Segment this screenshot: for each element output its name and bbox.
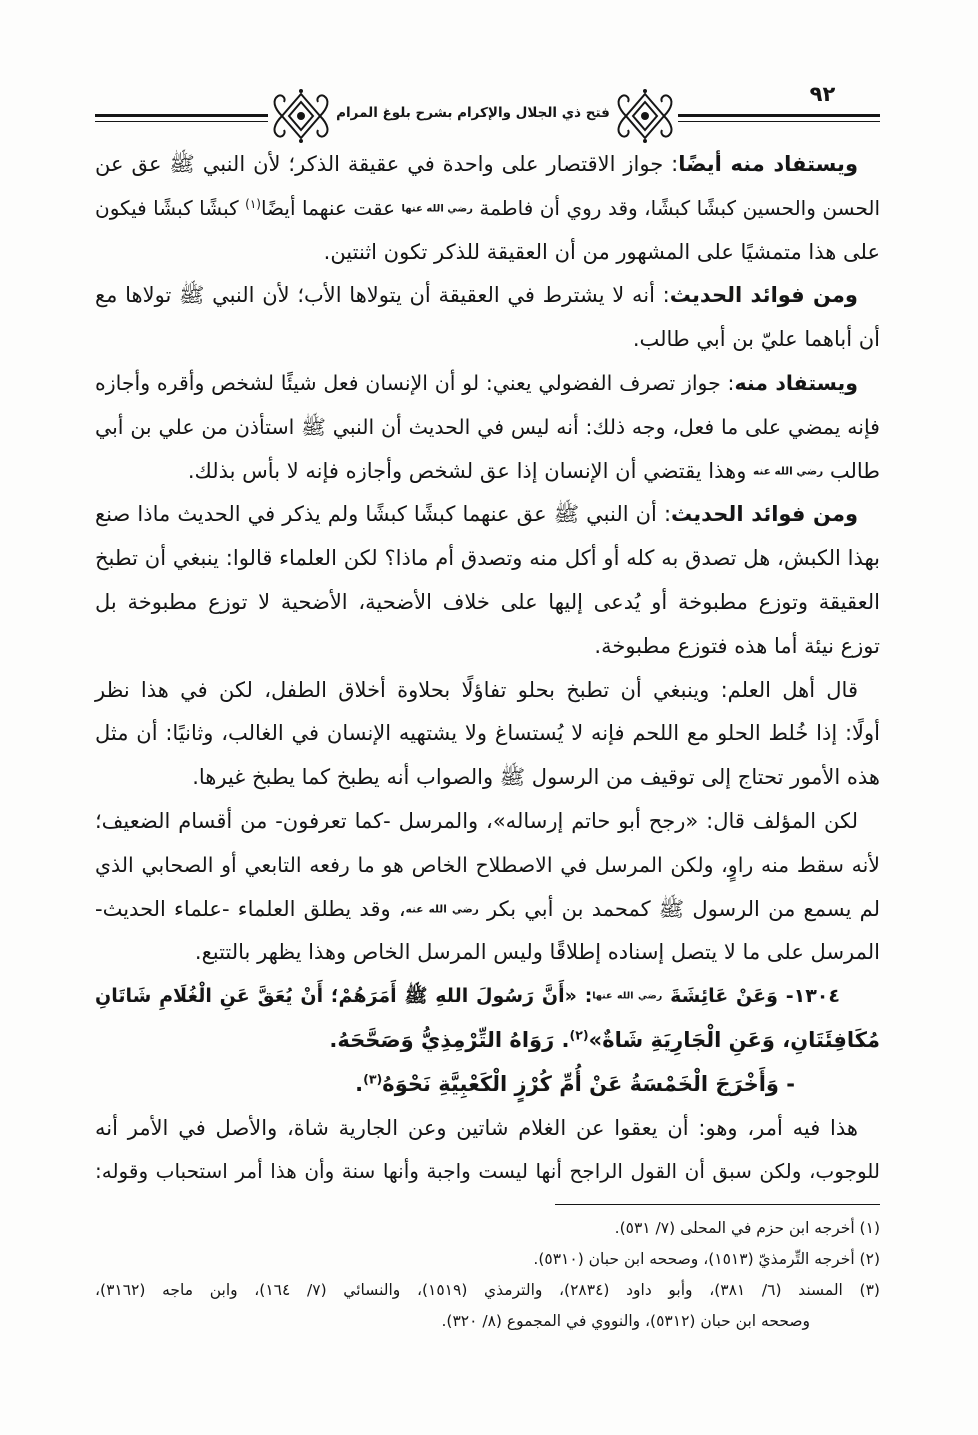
text-line <box>95 931 880 975</box>
text-run: طالب <box>823 458 880 483</box>
ornament-right-icon <box>612 88 678 144</box>
paragraph <box>95 669 880 800</box>
text-run: ، وقد يطلق العلماء -علماء الحديث- <box>95 896 406 921</box>
text-run: - وَأَخْرَجَ الْخَمْسَةُ عَنْ أُمِّ كُرْزٍ الْكَعْبِيَّةِ نَحْوَهُ <box>382 1071 795 1096</box>
text-run: العقيقة وتوزع مطبوخة أو يُدعى إليها على خلاف الأضحية، الأضحية لا توزع مطبوخة بل <box>95 589 880 614</box>
hadith-text <box>95 975 880 1063</box>
text-run: مُكَافِئَتَانِ، وَعَنِ الْجَارِيَةِ شَاةٌ» <box>588 1027 880 1052</box>
text-line <box>95 975 880 1019</box>
text-run: : جواز الاقتصار على واحدة في عقيقة الذكر؛ لأن النبي ﷺ عق عن <box>95 152 679 176</box>
text-line <box>95 712 880 756</box>
text-line <box>95 493 880 537</box>
text-line <box>95 187 880 231</box>
text-run: أن أباهما عليّ بن أبي طالب. <box>632 327 880 352</box>
footnote-line: (٣) المسند (٦/ ٣٨١)، وأبو داود (٢٨٣٤)، والترمذي (١٥١٩)، والنسائي (٧/ ١٦٤)، وابن ماجه (٣١٦٢)، <box>95 1281 880 1299</box>
footnote-ref: (٣) <box>363 1071 383 1087</box>
text-run: على هذا متمشيًا على المشهور من أن العقيقة للذكر تكون اثنتين. <box>323 239 880 264</box>
text-line <box>95 581 880 625</box>
footnote-separator <box>555 1204 880 1205</box>
main-text <box>95 143 880 1194</box>
footnote <box>95 1275 880 1337</box>
text-run: كبشًا كبشًا فيكون <box>95 195 246 220</box>
paragraph <box>95 143 880 274</box>
footnote <box>95 1244 880 1275</box>
text-line <box>95 362 880 406</box>
running-title-frame <box>268 86 678 146</box>
text-run: . رَوَاهُ التِّرْمِذِيُّ وَصَحَّحَهُ. <box>329 1027 570 1052</box>
text-run: بهذا الكبش، هل تصدق به كله أو أكل منه وتصدق أم ماذا؟ لكن العلماء قالوا: ينبغي أن تطبخ <box>95 546 880 571</box>
text-run: : أنه لا يشترط في العقيقة أن يتولاها الأب؛ لأن النبي ﷺ تولاها مع <box>95 283 670 308</box>
paragraph-lead: ومن فوائد الحديث <box>669 283 858 308</box>
running-title: فتح ذي الجلال والإكرام بشرح بلوغ المرام <box>336 105 610 121</box>
paragraph-lead: ويستفاد منه <box>734 370 858 395</box>
text-line <box>95 1150 880 1194</box>
text-run: قال أهل العلم: وينبغي أن تطبخ بحلو تفاؤلًا بحلاوة أخلاق الطفل، لكن في هذا نظر <box>95 677 858 702</box>
honorific: رضي الله عنها <box>401 203 473 215</box>
text-line <box>95 625 880 669</box>
text-run: لم يسمع من الرسول ﷺ كمحمد بن أبي بكر <box>478 896 881 921</box>
ornament-left-icon <box>268 88 334 144</box>
text-run: فإنه يمضي على ما فعل، وجه ذلك: أنه ليس في الحديث أن النبي ﷺ استأذن من علي بن أبي <box>95 414 880 439</box>
text-line <box>95 888 880 932</box>
footnote-line: (١) أخرجه ابن حزم في المحلى (٧/ ٥٣١). <box>614 1219 880 1237</box>
paragraph <box>95 800 880 975</box>
text-run: للوجوب، ولكن سبق أن القول الراجح أنها ليست واجبة وأنها سنة وأن هذا أمر استحباب وقوله: <box>95 1159 880 1184</box>
text-line <box>95 756 880 800</box>
paragraph <box>95 1107 880 1195</box>
text-run: : «أَنَّ رَسُولَ اللهِ ﷺ أَمَرَهُمْ؛ أَنْ يُعَقَّ عَنِ الْغُلَامِ شَاتَانِ <box>95 985 593 1008</box>
text-run: لكن المؤلف قال: «رجح أبو حاتم إرساله»، والمرسل -كما تعرفون- من أقسام الضعيف؛ <box>95 808 858 833</box>
text-line <box>95 844 880 888</box>
text-line <box>95 537 880 581</box>
footnote <box>95 1213 880 1244</box>
honorific: رضي الله عنها <box>592 990 663 1002</box>
text-line <box>95 800 880 844</box>
text-run: عقت عنهما أيضًا <box>260 195 402 220</box>
text-line <box>95 143 880 187</box>
text-line <box>95 1019 880 1063</box>
text-line <box>95 406 880 450</box>
text-run: هذا فيه أمر، وهو: أن يعقوا عن الغلام شاتين وعن الجارية شاة، والأصل في الأمر أنه <box>95 1115 858 1140</box>
paragraph <box>95 362 880 493</box>
text-run: أولًا: إذا خُلط الحلو مع اللحم فإنه لا يُستساغ ولا يشتهيه الإنسان في الغالب، وثانيًا: أن مثل <box>95 721 880 746</box>
footnote-ref: (١) <box>245 196 261 211</box>
text-run: : أن النبي ﷺ عق عنهما كبشًا كبشًا ولم يذكر في الحديث ماذا صنع <box>95 502 672 527</box>
footnote-line: وصححه ابن حبان (٥٣١٢)، والنووي في المجموع (٨/ ٣٢٠). <box>441 1312 810 1330</box>
text-run: وهذا يقتضي أن الإنسان إذا عق لشخص وأجازه فإنه لا بأس بذلك. <box>187 458 754 483</box>
page-number: ٩٢ <box>795 82 850 106</box>
text-run: : جواز تصرف الفضولي يعني: لو أن الإنسان فعل شيئًا لشخص وأقره وأجازه <box>95 370 735 395</box>
paragraph-lead: ويستفاد منه أيضًا <box>678 152 858 176</box>
hadith-addendum <box>95 1063 880 1107</box>
paragraph-lead: ومن فوائد الحديث <box>671 502 859 527</box>
text-run: لأنه سقط منه راوٍ، ولكن المرسل في الاصطلاح الخاص هو ما رفعه التابعي أو الصحابي الذي <box>95 852 880 877</box>
footnote-line: (٢) أخرجه التِّرمذيّ (١٥١٣)، وصححه ابن حبان (٥٣١٠). <box>533 1250 880 1268</box>
honorific: رضي الله عنه <box>405 902 479 915</box>
text-run: الحسن والحسين كبشًا كبشًا، وقد روي أن فاطمة <box>472 195 881 220</box>
text-line <box>95 231 880 275</box>
text-line <box>95 1063 880 1107</box>
footnote-ref: (٢) <box>569 1027 589 1043</box>
text-line <box>95 274 880 318</box>
footnotes <box>95 1213 880 1337</box>
text-run: المرسل على ما لا يتصل إسناده إطلاقًا وليس المرسل الخاص وهذا يظهر بالتتبع. <box>194 940 880 965</box>
paragraph <box>95 493 880 668</box>
text-run: توزع نيئة أما هذه فتوزع مطبوخة. <box>594 633 880 658</box>
text-line <box>95 450 880 494</box>
text-run: ١٣٠٤- وَعَنْ عَائِشَةَ <box>662 985 840 1008</box>
text-run: هذه الأمور تحتاج إلى توقيف من الرسول ﷺ والصواب أنه يطبخ كما يطبخ غيرها. <box>192 765 880 790</box>
text-run: . <box>355 1071 364 1096</box>
honorific: رضي الله عنه <box>753 464 824 477</box>
paragraph <box>95 274 880 362</box>
text-line <box>95 669 880 713</box>
text-line <box>95 318 880 362</box>
text-line <box>95 1107 880 1151</box>
